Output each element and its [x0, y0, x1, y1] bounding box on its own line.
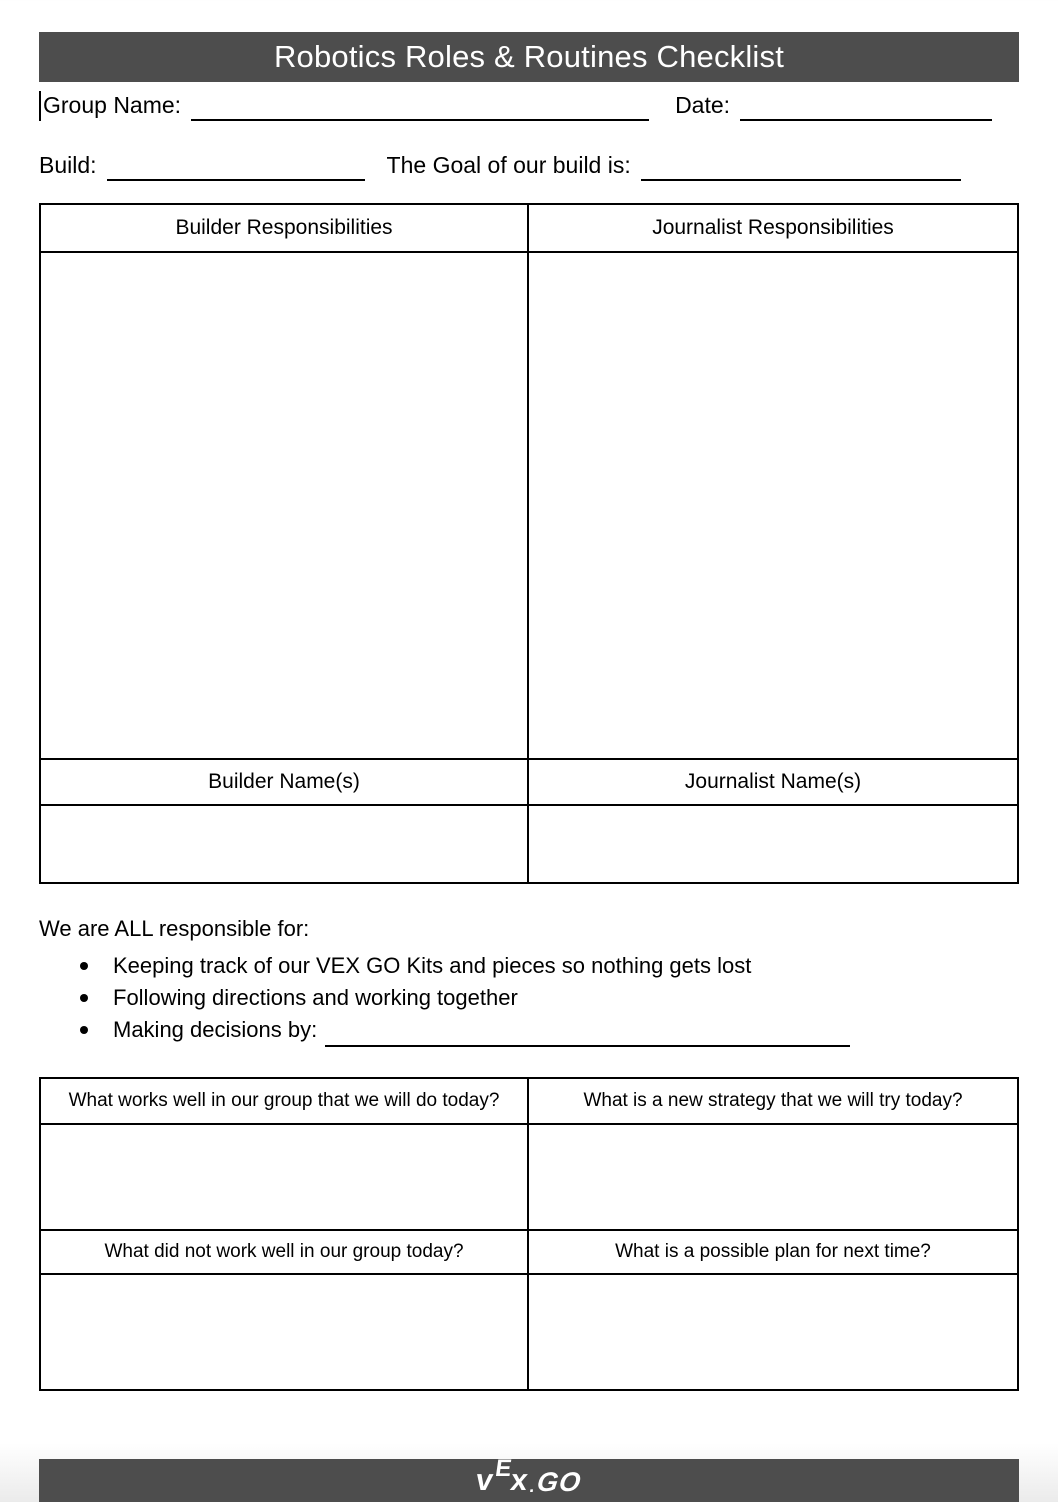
new-strategy-header: What is a new strategy that we will try today? — [583, 1090, 963, 1111]
builder-names-cell[interactable] — [41, 806, 529, 882]
group-name-date-line — [39, 91, 1019, 121]
bullet-icon — [80, 1026, 88, 1034]
reflection-header-row-1 — [41, 1079, 1017, 1123]
roles-header-row — [41, 205, 1017, 251]
reflection-header-row-2 — [41, 1229, 1017, 1273]
plan-next-time-header: What is a possible plan for next time? — [615, 1241, 931, 1262]
logo-dot: . — [528, 1475, 537, 1496]
logo-letter-e: E — [493, 1454, 514, 1482]
page-title: Robotics Roles & Routines Checklist — [273, 39, 785, 74]
goal-blank[interactable] — [641, 157, 961, 181]
responsibility-item-text: Keeping track of our VEX GO Kits and pieces so nothing gets lost — [113, 953, 752, 978]
reflection-table — [39, 1077, 1019, 1391]
responsibility-item-text: Following directions and working together — [113, 985, 518, 1010]
logo-go: GO — [535, 1466, 584, 1497]
journalist-names-header: Journalist Name(s) — [684, 770, 862, 793]
title-bar — [39, 32, 1019, 82]
goal-label: The Goal of our build is: — [386, 152, 631, 178]
reflection-body-row-2 — [41, 1273, 1017, 1389]
bullet-icon — [80, 962, 88, 970]
works-well-header: What works well in our group that we will do today? — [41, 1079, 529, 1123]
logo-letter-x: x — [508, 1463, 531, 1497]
roles-table — [39, 203, 1019, 884]
logo-letter-v: v — [474, 1463, 496, 1497]
builder-names-header: Builder Name(s) — [41, 760, 529, 804]
names-body-row — [41, 804, 1017, 882]
responsibility-item-text: Making decisions by: — [113, 1017, 318, 1042]
journalist-responsibilities-header: Journalist Responsibilities — [652, 216, 894, 239]
bullet-icon — [80, 994, 88, 1002]
did-not-work-header: What did not work well in our group today? — [41, 1231, 529, 1273]
date-label: Date: — [675, 92, 731, 118]
group-name-label: Group Name: — [43, 92, 182, 118]
making-decisions-blank[interactable] — [325, 1023, 850, 1047]
build-blank[interactable] — [107, 157, 365, 181]
vex-go-logo — [474, 1454, 584, 1497]
build-goal-line — [39, 151, 1019, 181]
document-page — [0, 32, 1058, 1502]
group-name-blank[interactable] — [191, 97, 649, 121]
shared-responsibilities-list — [80, 951, 1019, 1047]
journalist-responsibilities-cell[interactable] — [529, 253, 1017, 758]
builder-responsibilities-header: Builder Responsibilities — [41, 205, 529, 251]
names-header-row — [41, 758, 1017, 804]
text-cursor-caret — [39, 91, 41, 121]
roles-body-row — [41, 251, 1017, 758]
build-label: Build: — [39, 152, 97, 178]
plan-next-time-cell[interactable] — [529, 1275, 1017, 1389]
reflection-body-row-1 — [41, 1123, 1017, 1229]
footer-bar — [39, 1454, 1019, 1502]
shared-responsibilities-intro: We are ALL responsible for: — [39, 916, 310, 941]
responsibility-item — [80, 951, 1019, 983]
date-blank[interactable] — [740, 97, 992, 121]
new-strategy-cell[interactable] — [529, 1125, 1017, 1229]
responsibility-item — [80, 1015, 1019, 1047]
did-not-work-cell[interactable] — [41, 1275, 529, 1389]
responsibility-item — [80, 983, 1019, 1015]
journalist-names-cell[interactable] — [529, 806, 1017, 882]
works-well-cell[interactable] — [41, 1125, 529, 1229]
builder-responsibilities-cell[interactable] — [41, 253, 529, 758]
